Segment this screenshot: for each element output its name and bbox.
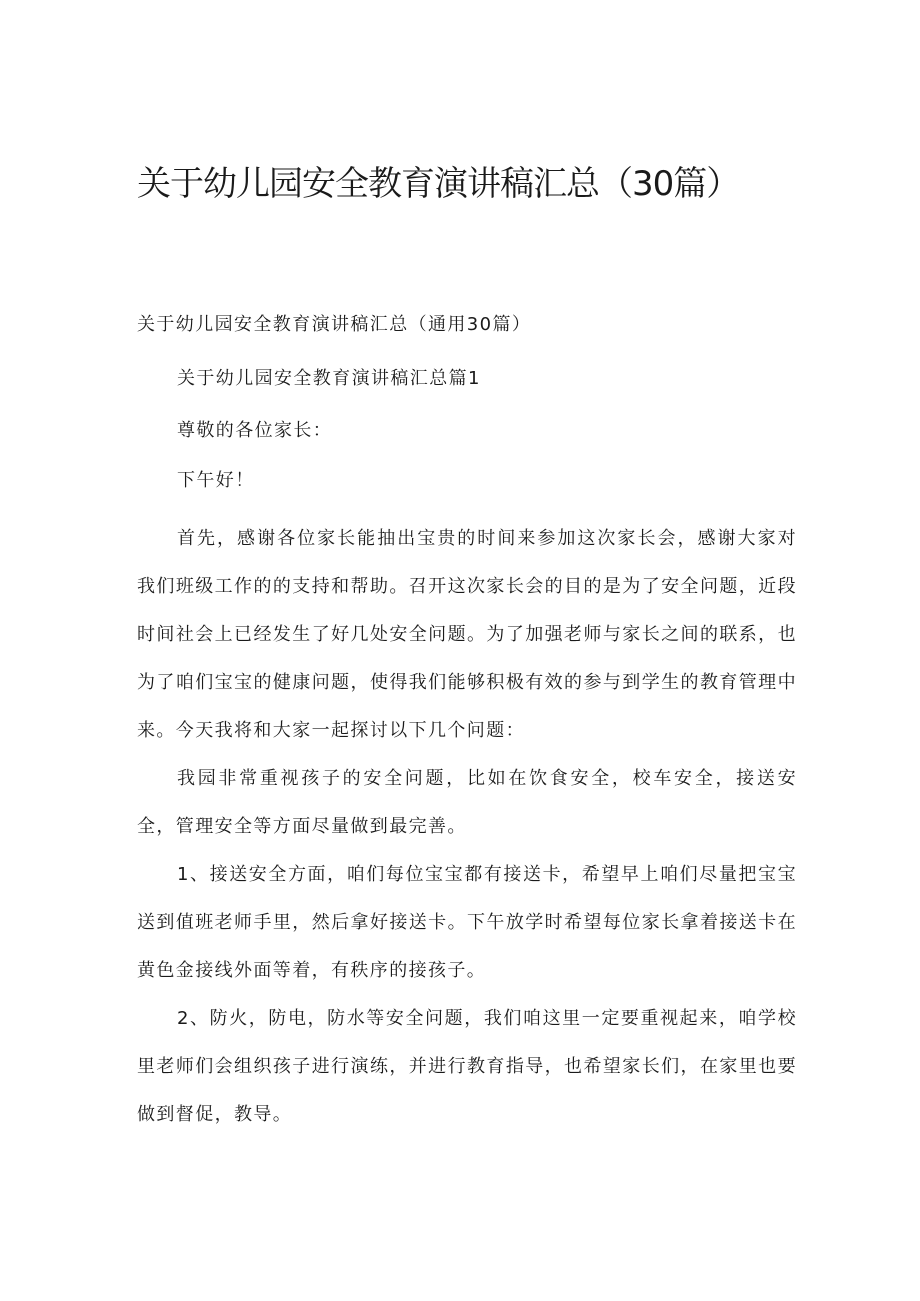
salutation: 尊敬的各位家长： bbox=[177, 420, 333, 441]
section-heading: 关于幼儿园安全教育演讲稿汇总篇1 bbox=[177, 368, 481, 389]
paragraph: 2、防火，防电，防水等安全问题，我们咱这里一定要重视起来，咱学校里老师们会组织孩子进行演练，并进行教育指导，也希望家长们，在家里也要做到督促，教导。 bbox=[137, 1008, 797, 1125]
document-title: 关于幼儿园安全教育演讲稿汇总（30篇） bbox=[137, 164, 740, 204]
greeting: 下午好！ bbox=[177, 470, 255, 491]
paragraph: 我园非常重视孩子的安全问题，比如在饮食安全，校车安全，接送安全，管理安全等方面尽量做到最完善。 bbox=[137, 768, 797, 837]
document-subtitle: 关于幼儿园安全教育演讲稿汇总（通用30篇） bbox=[137, 314, 532, 335]
document-body bbox=[137, 308, 797, 1139]
paragraph: 首先，感谢各位家长能抽出宝贵的时间来参加这次家长会，感谢大家对我们班级工作的的支持和帮助。召开这次家长会的目的是为了安全问题，近段时间社会上已经发生了好几处安全问题。为了加强老师与家长之间的联系，也为了咱们宝宝的健康问题，使得我们能够积极有效的参与到学生的教育管理中来。今天我将和大家一起探讨以下几个问题： bbox=[137, 528, 797, 741]
paragraph: 1、接送安全方面，咱们每位宝宝都有接送卡，希望早上咱们尽量把宝宝送到值班老师手里，然后拿好接送卡。下午放学时希望每位家长拿着接送卡在黄色金接线外面等着，有秩序的接孩子。 bbox=[137, 864, 797, 981]
